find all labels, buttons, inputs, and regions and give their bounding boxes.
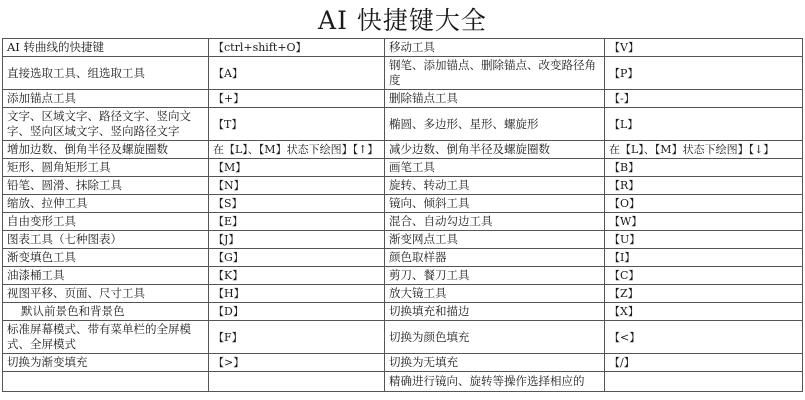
tool-name-cell: 切换为无填充	[385, 354, 605, 372]
tool-name-cell: 铅笔、圆滑、抹除工具	[3, 177, 209, 195]
shortcut-key-cell: 【>】	[209, 354, 385, 372]
shortcut-key-cell: 【O】	[605, 195, 803, 213]
tool-name-cell: 图表工具（七种图表）	[3, 231, 209, 249]
shortcut-key-cell: 【-】	[605, 90, 803, 108]
tool-name-cell: 切换为渐变填充	[3, 354, 209, 372]
tool-name-cell: 切换填充和描边	[385, 303, 605, 321]
shortcut-key-cell: 【+】	[209, 90, 385, 108]
tool-name-cell: 钢笔、添加锚点、删除锚点、改变路径角度	[385, 57, 605, 90]
shortcut-key-cell: 【Z】	[605, 285, 803, 303]
shortcut-key-cell: 在【L】、【M】状态下绘图】【↑】	[209, 141, 385, 159]
tool-name-cell: 旋转、转动工具	[385, 177, 605, 195]
table-row	[3, 285, 803, 303]
tool-name-cell: 视图平移、页面、尺寸工具	[3, 285, 209, 303]
shortcut-key-cell: 【W】	[605, 213, 803, 231]
table-row	[3, 90, 803, 108]
table-row	[3, 177, 803, 195]
table-row	[3, 159, 803, 177]
table-row	[3, 213, 803, 231]
tool-name-cell: 切换为颜色填充	[385, 321, 605, 354]
table-row	[3, 354, 803, 372]
tool-name-cell: 剪刀、餐刀工具	[385, 267, 605, 285]
tool-name-cell: 渐变填色工具	[3, 249, 209, 267]
table-row	[3, 249, 803, 267]
tool-name-cell: 放大镜工具	[385, 285, 605, 303]
tool-name-cell: 删除锚点工具	[385, 90, 605, 108]
shortcut-table	[2, 38, 803, 392]
shortcut-key-cell: 【G】	[209, 249, 385, 267]
tool-name-cell: 混合、自动勾边工具	[385, 213, 605, 231]
table-row	[3, 57, 803, 90]
tool-name-cell: 直接选取工具、组选取工具	[3, 57, 209, 90]
shortcut-key-cell: 在【L】、【M】状态下绘图】【↓】	[605, 141, 803, 159]
shortcut-key-cell	[605, 372, 803, 392]
shortcut-key-cell: 【U】	[605, 231, 803, 249]
shortcut-key-cell: 【K】	[209, 267, 385, 285]
table-row	[3, 108, 803, 141]
table-row	[3, 231, 803, 249]
shortcut-key-cell: 【N】	[209, 177, 385, 195]
tool-name-cell: 自由变形工具	[3, 213, 209, 231]
tool-name-cell: AI 转曲线的快捷键	[3, 39, 209, 57]
tool-name-cell: 油漆桶工具	[3, 267, 209, 285]
shortcut-key-cell: 【ctrl+shift+O】	[209, 39, 385, 57]
page-title: AI 快捷键大全	[318, 6, 487, 35]
shortcut-key-cell: 【J】	[209, 231, 385, 249]
table-row	[3, 303, 803, 321]
shortcut-key-cell: 【L】	[605, 108, 803, 141]
tool-name-cell: 画笔工具	[385, 159, 605, 177]
tool-name-cell: 默认前景色和背景色	[3, 303, 209, 321]
shortcut-key-cell: 【C】	[605, 267, 803, 285]
shortcut-key-cell: 【A】	[209, 57, 385, 90]
tool-name-cell: 精确进行镜向、旋转等操作选择相应的	[385, 372, 605, 392]
shortcut-key-cell: 【I】	[605, 249, 803, 267]
tool-name-cell: 颜色取样器	[385, 249, 605, 267]
shortcut-key-cell: 【M】	[209, 159, 385, 177]
tool-name-cell: 增加边数、倒角半径及螺旋圈数	[3, 141, 209, 159]
tool-name-cell: 缩放、拉伸工具	[3, 195, 209, 213]
shortcut-key-cell: 【T】	[209, 108, 385, 141]
table-row	[3, 39, 803, 57]
shortcut-key-cell: 【H】	[209, 285, 385, 303]
table-row	[3, 141, 803, 159]
shortcut-key-cell: 【R】	[605, 177, 803, 195]
tool-name-cell: 添加锚点工具	[3, 90, 209, 108]
shortcut-key-cell: 【S】	[209, 195, 385, 213]
shortcut-key-cell: 【<】	[605, 321, 803, 354]
table-row	[3, 267, 803, 285]
tool-name-cell: 标准屏幕模式、带有菜单栏的全屏模式、全屏模式	[3, 321, 209, 354]
shortcut-key-cell: 【B】	[605, 159, 803, 177]
table-row	[3, 321, 803, 354]
shortcut-key-cell: 【D】	[209, 303, 385, 321]
tool-name-cell: 椭圆、多边形、星形、螺旋形	[385, 108, 605, 141]
shortcut-key-cell: 【V】	[605, 39, 803, 57]
shortcut-key-cell: 【F】	[209, 321, 385, 354]
tool-name-cell: 镜向、倾斜工具	[385, 195, 605, 213]
table-row	[3, 372, 803, 392]
shortcut-key-cell: 【P】	[605, 57, 803, 90]
tool-name-cell: 减少边数、倒角半径及螺旋圈数	[385, 141, 605, 159]
shortcut-key-cell: 【/】	[605, 354, 803, 372]
tool-name-cell: 矩形、圆角矩形工具	[3, 159, 209, 177]
shortcut-key-cell: 【X】	[605, 303, 803, 321]
shortcut-key-cell: 【E】	[209, 213, 385, 231]
table-row	[3, 195, 803, 213]
tool-name-cell: 渐变网点工具	[385, 231, 605, 249]
tool-name-cell	[3, 372, 209, 392]
tool-name-cell: 文字、区域文字、路径文字、竖向文字、竖向区域文字、竖向路径文字	[3, 108, 209, 141]
shortcut-key-cell	[209, 372, 385, 392]
tool-name-cell: 移动工具	[385, 39, 605, 57]
